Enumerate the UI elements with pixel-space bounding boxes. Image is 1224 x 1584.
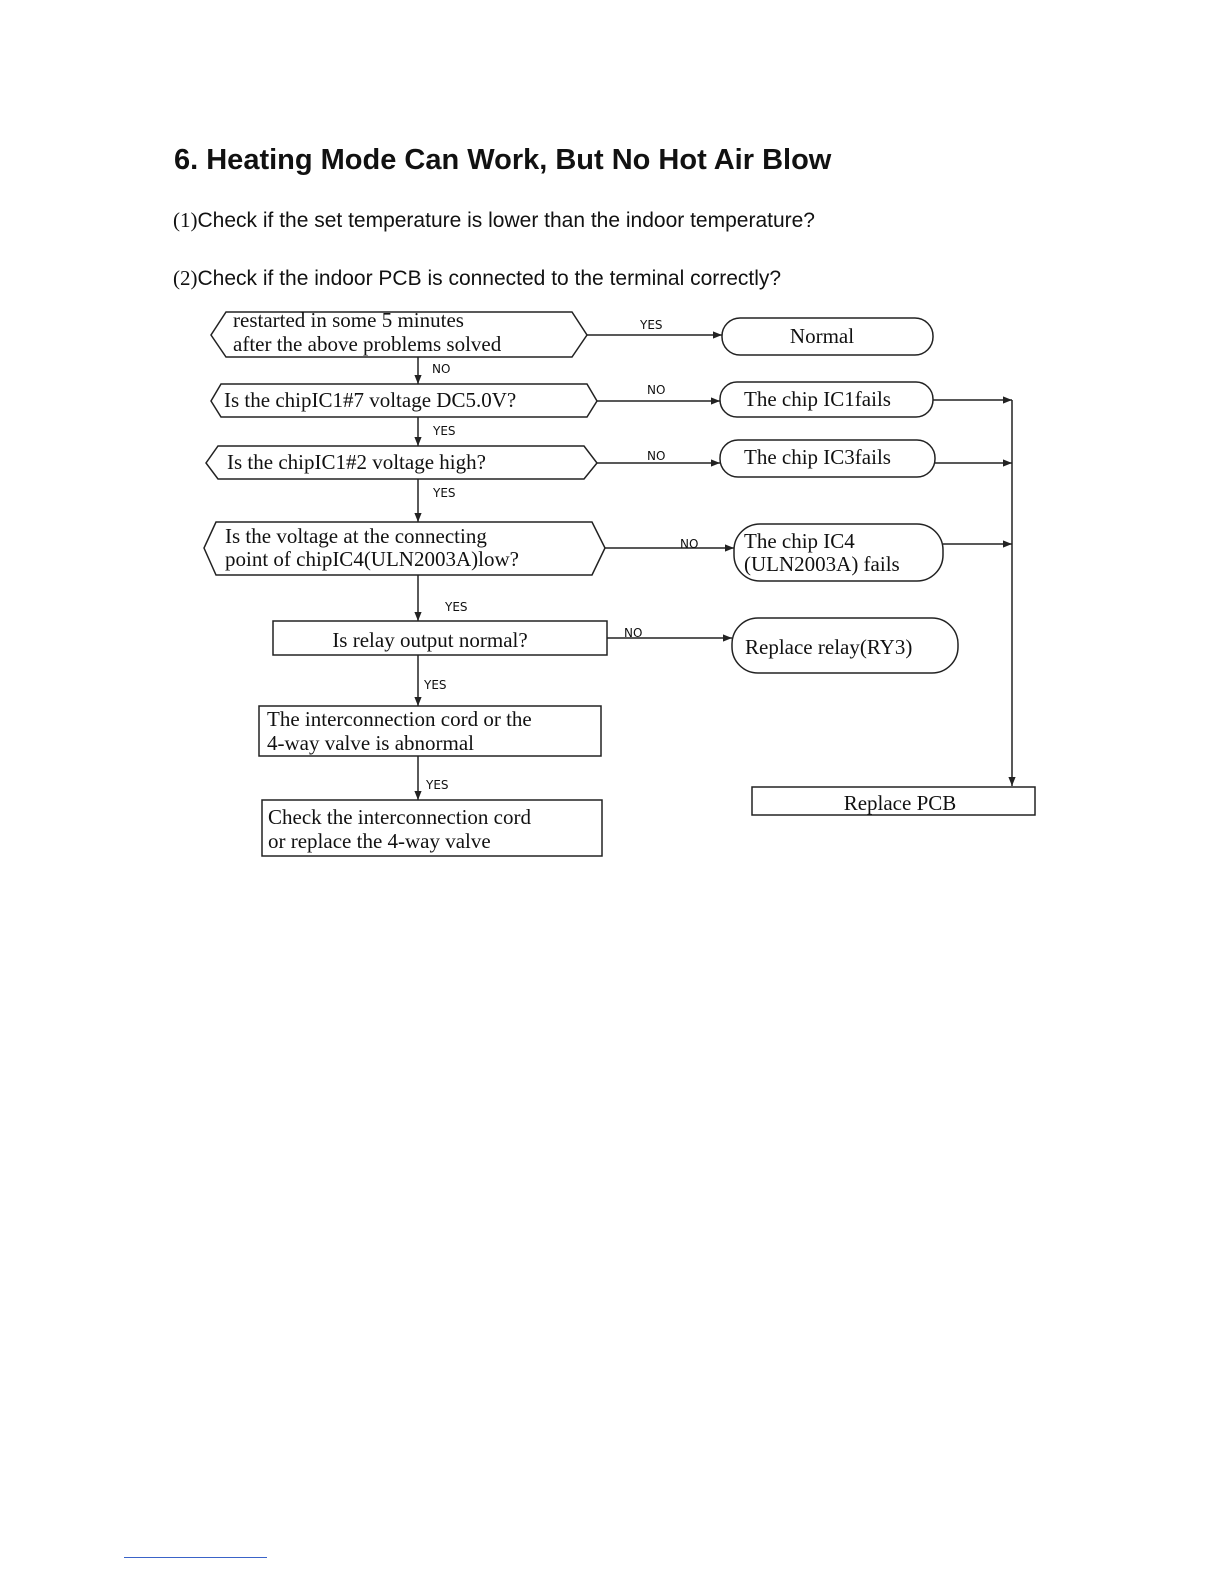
- footnote-divider: [124, 1557, 267, 1558]
- label-yes: YES: [433, 424, 456, 438]
- step-text: Check if the set temperature is lower than the indoor temperature?: [197, 209, 815, 232]
- label-yes: YES: [433, 486, 456, 500]
- result-normal-text: Normal: [789, 324, 855, 348]
- result-ic4-line2: (ULN2003A) fails: [744, 552, 900, 576]
- step-number: (2): [173, 266, 198, 290]
- label-no: NO: [680, 537, 699, 551]
- step-number: (1): [173, 208, 198, 232]
- process-check-line2: or replace the 4-way valve: [268, 829, 491, 853]
- decision-restarted-line2: after the above problems solved: [233, 332, 502, 356]
- label-yes: YES: [445, 600, 468, 614]
- result-relay-text: Replace relay(RY3): [745, 635, 913, 659]
- replace-pcb-text: Replace PCB: [843, 791, 957, 815]
- decision-ic4-voltage-line1: Is the voltage at the connecting: [225, 524, 487, 548]
- result-ic4-line1: The chip IC4: [744, 529, 855, 553]
- label-no: NO: [647, 383, 666, 397]
- result-ic3-text: The chip IC3fails: [744, 445, 891, 469]
- label-no: NO: [647, 449, 666, 463]
- result-ic1-text: The chip IC1fails: [744, 387, 891, 411]
- label-yes: YES: [426, 778, 449, 792]
- label-no: NO: [432, 362, 451, 376]
- decision-ic4-voltage-line2: point of chipIC4(ULN2003A)low?: [225, 547, 519, 571]
- page-heading: 6. Heating Mode Can Work, But No Hot Air Blow: [174, 144, 832, 176]
- decision-restarted-line1: restarted in some 5 minutes: [233, 308, 464, 332]
- label-yes: YES: [424, 678, 447, 692]
- process-abnormal-line2: 4-way valve is abnormal: [267, 731, 475, 755]
- decision-ic1-pin7-text: Is the chipIC1#7 voltage DC5.0V?: [224, 388, 517, 412]
- process-check-line1: Check the interconnection cord: [268, 805, 531, 829]
- step-text: Check if the indoor PCB is connected to the terminal correctly?: [197, 267, 782, 290]
- decision-ic1-pin2-text: Is the chipIC1#2 voltage high?: [227, 450, 486, 474]
- process-abnormal-line1: The interconnection cord or the: [267, 707, 532, 731]
- label-yes: YES: [640, 318, 663, 332]
- label-no: NO: [624, 626, 643, 640]
- process-relay-text: Is relay output normal?: [332, 628, 528, 652]
